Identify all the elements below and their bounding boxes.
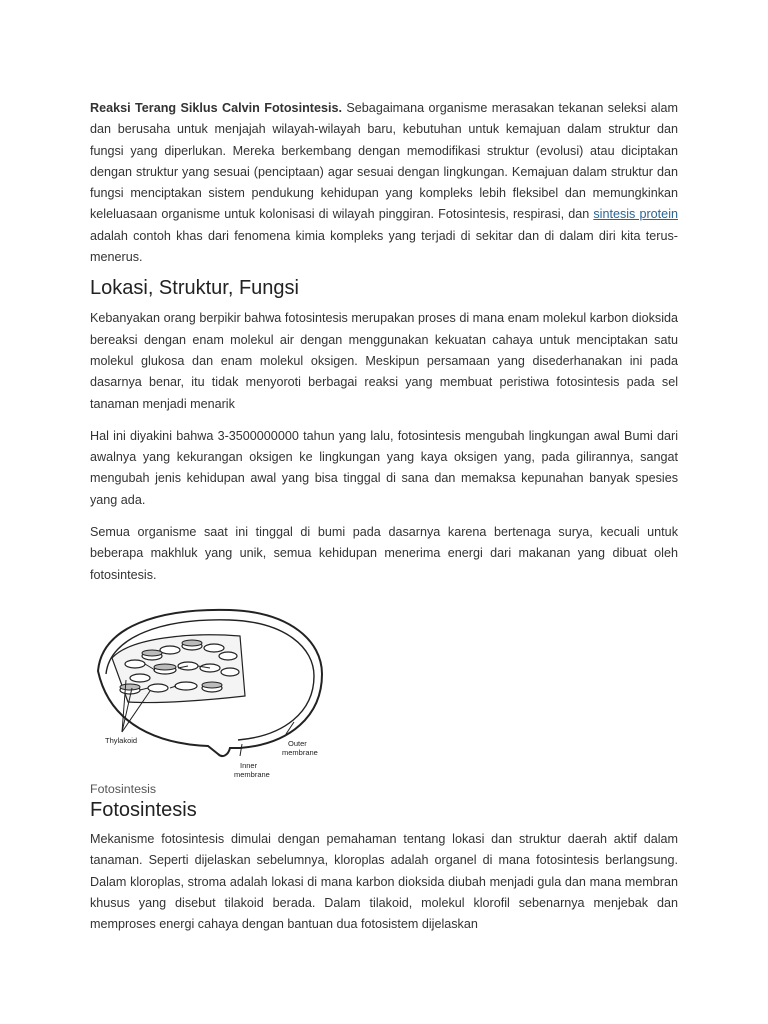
outer-membrane-label-2: membrane — [282, 747, 318, 757]
article-body — [90, 98, 678, 935]
inner-membrane-label-2: membrane — [234, 769, 270, 779]
intro-paragraph — [90, 98, 678, 268]
paragraph-lokasi: Kebanyakan orang berpikir bahwa fotosintesis merupakan proses di mana enam molekul karbon dioksida bereaksi dengan enam molekul air dengan menggunakan kekuatan cahaya untuk menciptakan satu molekul glukosa dan enam molekul oksigen. Meskipun persamaan yang disederhanakan ini pada dasarnya benar, itu tidak menyoroti berbagai reaksi yang membuat peristiwa fotosintesis pada sel tanaman menjadi menarik — [90, 311, 678, 411]
chloroplast-illustration — [90, 596, 330, 781]
outer-membrane-label-1: Outer — [288, 738, 307, 748]
sintesis-protein-link[interactable]: sintesis protein — [593, 207, 678, 222]
intro-tail: adalah contoh khas dari fenomena kimia kompleks yang terjadi di sekitar dan di dalam diri kita terus-menerus. — [90, 228, 678, 265]
thylakoid-label: Thylakoid — [105, 735, 138, 745]
chloroplast-diagram — [90, 596, 330, 781]
intro-bold-title: Reaksi Terang Siklus Calvin Fotosintesis. — [90, 101, 342, 115]
inner-membrane-label-1: Inner — [240, 760, 258, 770]
figure-caption: Fotosintesis — [90, 781, 157, 796]
paragraph-organisme: Semua organisme saat ini tinggal di bumi pada dasarnya karena bertenaga surya, kecuali untuk beberapa makhluk yang unik, semua kehidupan menerima energi dari makanan yang dibuat oleh fotosintesis. — [90, 525, 678, 582]
heading-fotosintesis: Fotosintesis — [90, 798, 197, 821]
intro-text: Sebagaimana organisme merasakan tekanan seleksi alam dan berusaha untuk menjajah wilayah-wilayah baru, kebutuhan untuk kemajuan dalam struktur dan fungsi yang diperlukan. Mereka berkembang dengan memodifikasi struktur (evolusi) atau diciptakan dengan struktur yang sesuai (penciptaan) agar sesuai dengan lingkungan. Kemajuan dalam struktur dan fungsi menciptakan sistem pendukung kehidupan yang kompleks lebih fleksibel dan memungkinkan keleluasaan organisme untuk kolonisasi di wilayah pinggiran. Fotosintesis, respirasi, dan — [90, 101, 678, 222]
heading-lokasi: Lokasi, Struktur, Fungsi — [90, 277, 299, 300]
paragraph-mekanisme: Mekanisme fotosintesis dimulai dengan pemahaman tentang lokasi dan struktur daerah aktif dalam tanaman. Seperti dijelaskan sebelumnya, kloroplas adalah organel di mana fotosintesis berlangsung. Dalam kloroplas, stroma adalah lokasi di mana karbon dioksida diubah menjadi gula dan mana membran khusus yang disebut tilakoid berada. Dalam tilakoid, molekul klorofil sebenarnya menjebak dan memproses energi cahaya dengan bantuan dua fotosistem dijelaskan — [90, 831, 678, 932]
paragraph-sejarah: Hal ini diyakini bahwa 3-3500000000 tahun yang lalu, fotosintesis mengubah lingkungan awal Bumi dari awalnya yang kekurangan oksigen ke lingkungan yang kaya oksigen yang, pada gilirannya, sangat mengubah jenis kehidupan awal yang bisa tinggal di sana dan memaksa kepunahan banyak spesies yang ada. — [90, 428, 678, 507]
